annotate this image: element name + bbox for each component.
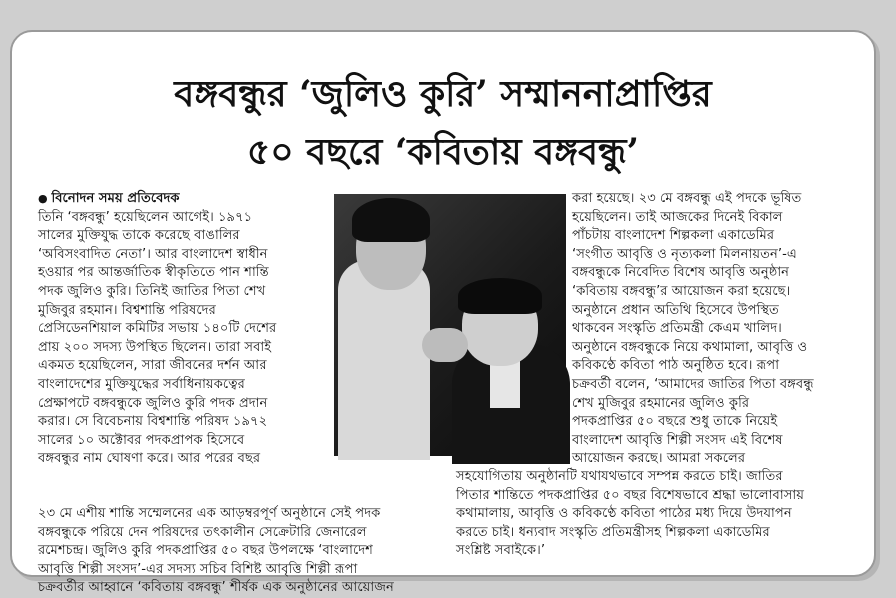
photo-figure-left xyxy=(338,260,430,460)
text-line: পদকপ্রাপ্তির ৫০ বছরে শুধু তাকে নিয়েই xyxy=(572,414,778,430)
left-column xyxy=(38,190,338,469)
text-line: শেখ মুজিবুর রহমানের জুলিও কুরি xyxy=(572,395,750,411)
text-line: পদক জুলিও কুরি। তিনিই জাতির পিতা শেখ xyxy=(38,283,266,299)
text-line: একমত হয়েছিলেন, সারা জীবনের দর্শন আর xyxy=(38,358,267,374)
text-line: বাংলাদেশের মুক্তিযুদ্ধের সর্বাধিনায়কত্বের xyxy=(38,376,245,392)
text-line: তিনি ‘বঙ্গবন্ধু’ হয়েছিলেন আগেই। ১৯৭১ xyxy=(38,209,253,225)
text-line: করা হয়েছে। ২৩ মে বঙ্গবন্ধু এই পদকে ভূষিত xyxy=(572,191,802,206)
headline-line-1: বঙ্গবন্ধুর ‘জুলিও কুরি’ সম্মাননাপ্রাপ্তির xyxy=(174,73,712,115)
bottom-right-text xyxy=(456,505,860,561)
text-line: সালের মুক্তিযুদ্ধ তাকে করেছে বাঙালির xyxy=(38,228,240,244)
text-line: সংশ্লিষ্ট সবাইকে।’ xyxy=(456,543,546,559)
text-line: চক্রবর্তী বলেন, ‘আমাদের জাতির পিতা বঙ্গবন্ধু xyxy=(572,376,814,392)
text-line: প্রেসিডেনশিয়াল কমিটির সভায় ১৪০টি দেশের xyxy=(38,321,277,337)
bottom-text xyxy=(38,468,860,505)
text-line: সালের ১০ অক্টোবর পদকপ্রাপক হিসেবে xyxy=(38,432,245,448)
text-line: চক্রবর্তীর আহ্বানে ‘কবিতায় বঙ্গবন্ধু’ শীর্ষক এক অনুষ্ঠানের আয়োজন xyxy=(38,580,394,596)
text-line: ২৩ মে এশীয় শান্তি সম্মেলনের এক আড়ম্বরপূর্ণ অনুষ্ঠানে সেই পদক xyxy=(38,506,381,521)
text-line: মুজিবুর রহমান। বিশ্বশান্তি পরিষদের xyxy=(38,302,216,318)
headline-line-2: ৫০ বছরে ‘কবিতায় বঙ্গবন্ধু’ xyxy=(246,131,640,173)
text-line: সহযোগিতায় অনুষ্ঠানটি যথাযথভাবে সম্পন্ন করতে চাই। জাতির xyxy=(456,469,783,484)
text-line: প্রেক্ষাপটে বঙ্গবন্ধুকে জুলিও কুরি পদক প্রদান xyxy=(38,395,268,411)
bullet-icon: ● xyxy=(38,192,52,205)
text-line: করার। সে বিবেচনায় বিশ্বশান্তি পরিষদ ১৯৭২ xyxy=(38,414,268,430)
text-line: অনুষ্ঠানে বঙ্গবন্ধুকে নিয়ে কথামালা, আবৃত্তি ও xyxy=(572,339,808,355)
text-line: আবৃত্তি শিল্পী সংসদ’-এর সদস্য সচিব বিশিষ্ট আবৃত্তি শিল্পী রূপা xyxy=(38,561,358,577)
text-line: আয়োজন করছে। আমরা সকলের xyxy=(572,451,746,467)
text-line: থাকবেন সংস্কৃতি প্রতিমন্ত্রী কেএম খালিদ। xyxy=(572,321,782,337)
photo-hands xyxy=(422,328,468,362)
text-line: হওয়ার পর আন্তর্জাতিক স্বীকৃতিতে পান শান্তি xyxy=(38,265,269,281)
text-line: ‘সংগীত আবৃত্তি ও নৃত্যকলা মিলনায়তন’-এ xyxy=(572,246,797,262)
right-column xyxy=(572,190,862,469)
text-line: বঙ্গবন্ধুর নাম ঘোষণা করে। আর পরের বছর xyxy=(38,451,261,467)
text-line: বঙ্গবন্ধুকে নিবেদিত বিশেষ আবৃত্তি অনুষ্ঠান xyxy=(572,265,790,281)
bottom-left-text xyxy=(38,505,448,598)
text-line: প্রায় ২০০ সদস্য উপস্থিত ছিলেন। তারা সবাই xyxy=(38,339,272,355)
text-line: কথামালায়, আবৃত্তি ও কবিকণ্ঠে কবিতা পাঠের মধ্য দিয়ে উদযাপন xyxy=(456,506,792,521)
byline-text: বিনোদন সময় প্রতিবেদক xyxy=(51,191,180,206)
text-line: ‘কবিতায় বঙ্গবন্ধু’র আয়োজন করা হয়েছে। xyxy=(572,283,791,299)
text-line: রমেশচন্দ্র। জুলিও কুরি পদকপ্রাপ্তির ৫০ বছর উপলক্ষে ‘বাংলাদেশ xyxy=(38,543,373,559)
text-line: করতে চাই। ধন্যবাদ সংস্কৃতি প্রতিমন্ত্রীসহ শিল্পকলা একাডেমির xyxy=(456,524,770,540)
text-line: ‘অবিসংবাদিত নেতা’। আর বাংলাদেশ স্বাধীন xyxy=(38,246,268,262)
text-line: হয়েছিলেন। তাই আজকের দিনেই বিকাল xyxy=(572,209,783,225)
byline xyxy=(38,190,338,209)
text-line: বঙ্গবন্ধুকে পরিয়ে দেন পরিষদের তৎকালীন সেক্রেটারি জেনারেল xyxy=(38,524,367,540)
text-line: কবিকণ্ঠে কবিতা পাঠ অনুষ্ঠিত হবে। রূপা xyxy=(572,358,780,374)
text-line: অনুষ্ঠানে প্রধান অতিথি হিসেবে উপস্থিত xyxy=(572,302,779,318)
news-clipping xyxy=(10,30,876,596)
text-line: পাঁচটায় বাংলাদেশ শিল্পকলা একাডেমির xyxy=(572,228,775,244)
text-line: পিতার শান্তিতে পদকপ্রাপ্তির ৫০ বছর বিশেষভাবে শ্রদ্ধা ভালোবাসায় xyxy=(456,487,805,503)
text-line: বাংলাদেশ আবৃত্তি শিল্পী সংসদ এই বিশেষ xyxy=(572,432,783,448)
news-photo xyxy=(334,194,566,456)
